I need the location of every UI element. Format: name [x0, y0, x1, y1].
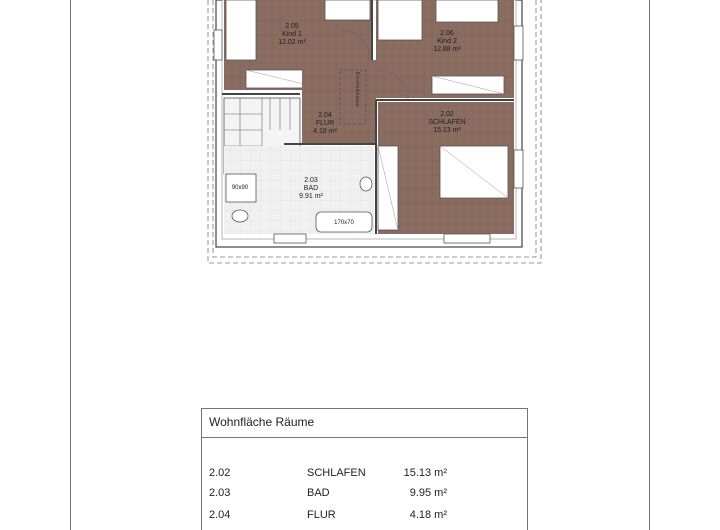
table-cell-room-name: FLUR [307, 509, 336, 521]
table-cell-room-name: BAD [307, 487, 330, 499]
room-kind1-name: Kind 1 [282, 31, 302, 38]
room-schlafen-area: 15.13 m² [433, 127, 461, 134]
table-cell-room-number: 2.04 [209, 509, 231, 521]
table-cell-room-number: 2.03 [209, 487, 231, 499]
attic-stair-label: Einschubtreppe [354, 72, 360, 107]
room-kind1-area: 12.02 m² [278, 39, 306, 46]
table-cell-room-name: SCHLAFEN [307, 467, 366, 479]
room-flur-name: FLUR [315, 120, 335, 127]
bed-kind2 [436, 0, 498, 22]
shower-size-label: 90x90 [231, 185, 249, 191]
room-flur-area: 4.18 m² [313, 128, 337, 135]
room-schlafen-name: SCHLAFEN [428, 119, 466, 126]
room-bad-area: 9.91 m² [299, 193, 323, 200]
table-cell-room-number: 2.02 [209, 467, 231, 479]
bathtub-size-label: 170x70 [334, 220, 354, 226]
room-flur-id: 2.04 [318, 112, 332, 119]
table-row [202, 509, 527, 527]
area-table [201, 408, 528, 530]
desk-kind2 [378, 0, 422, 40]
area-table-title: Wohnfläche Räume [202, 409, 527, 438]
table-cell-room-area: 9.95 m² [409, 487, 447, 499]
room-kind2-id: 2.06 [440, 30, 454, 37]
room-bad-name: BAD [303, 185, 319, 192]
room-schlafen-id: 2.02 [440, 111, 454, 118]
washbasin [360, 177, 372, 191]
table-cell-room-area: 15.13 m² [403, 467, 447, 479]
room-kind2-name: Kind 2 [437, 38, 457, 45]
room-kind1-id: 2.05 [285, 23, 299, 30]
desk-kind1 [325, 0, 370, 20]
table-cell-room-area: 4.18 m² [409, 509, 447, 521]
table-row [202, 487, 527, 505]
bed-kind1 [226, 0, 256, 60]
table-row [202, 467, 527, 485]
room-kind2-area: 12.88 m² [433, 46, 461, 53]
room-bad-id: 2.03 [304, 177, 318, 184]
toilet [232, 210, 248, 222]
